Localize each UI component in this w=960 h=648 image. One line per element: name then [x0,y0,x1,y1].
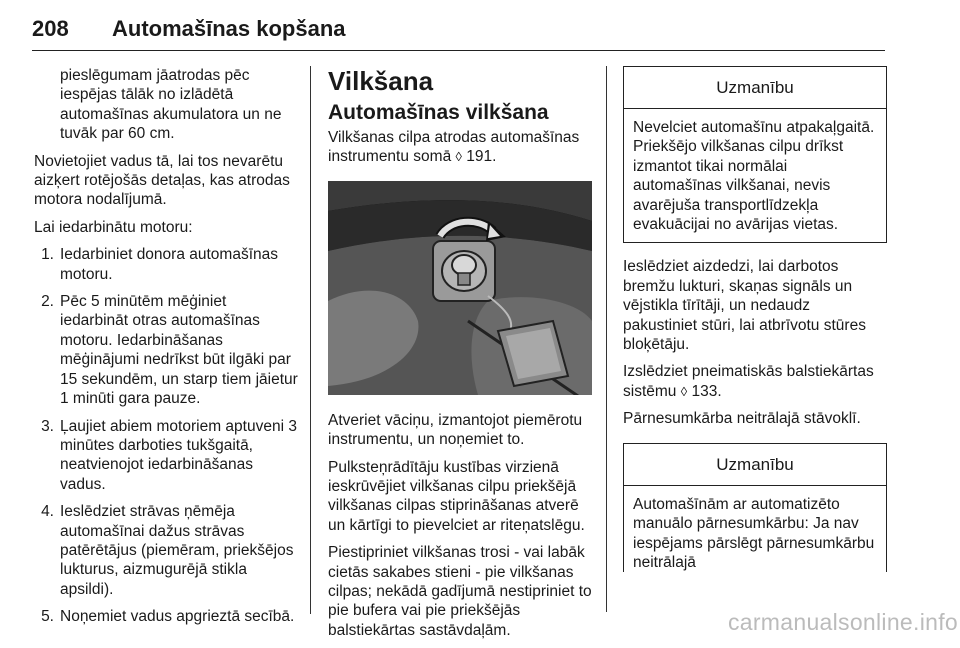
warning-title: Uzmanību [624,67,886,109]
step-text: Iedarbiniet donora automašīnas motoru. [60,246,279,283]
warning-box [623,443,887,573]
paragraph: Piestipriniet vilkšanas trosi - vai labāk cietās sakabes stieni - pie vilkšanas cilpas; nekādā gadījumā nestipriniet to pie bufera vai pie priekšējās balstiekārtas sastāvdaļām. [328,544,592,639]
paragraph: Pārnesumkārba neitrālajā stāvoklī. [623,410,861,428]
step-number: 3. [41,417,54,435]
section-subheading: Automašīnas vilkšana [328,101,549,124]
paragraph [623,362,887,401]
paragraph [328,128,592,167]
list-item [34,502,298,599]
step-text: Pēc 5 minūtēm mēģiniet iedarbināt otras automašīnas motoru. Iedarbināšanas mēģinājumi nedrīkst būt ilgāki par 15 sekundēm, un starp tiem jāietur 1 minūti gara pauze. [60,293,298,408]
paragraph: Pulksteņrādītāju kustības virzienā ieskrūvējiet vilkšanas cilpu priekšējā vilkšanas cilpas stiprināšanas atverē un kārtīgi to pievelciet ar riteņatslēgu. [328,458,585,534]
list-item [34,417,298,495]
paragraph: Novietojiet vadus tā, lai tos nevarētu aizķert rotējošās detaļas, kas atrodas motora nodalījumā. [34,152,290,209]
column-right [623,66,887,572]
warning-box [623,66,887,243]
page-reference-icon: ◊ [455,149,462,165]
paragraph: Ieslēdziet aizdedzi, lai darbotos bremžu lukturi, skaņas signāls un vējstikla tīrītāji, un nedaudz pakustiniet stūri, lai atbrīvotu stūres bloķētāju. [623,258,866,354]
step-text: Noņemiet vadus apgrieztā secībā. [60,608,295,626]
step-number: 4. [41,503,54,521]
towing-eye-illustration [328,181,592,395]
column-divider [606,66,607,612]
page-header [32,14,885,51]
page-reference-icon: ◊ [680,383,688,399]
list-item [34,292,298,408]
column-middle [328,66,592,648]
reference-page[interactable]: 191. [466,148,497,166]
column-left [34,66,298,635]
warning-text: Nevelciet automašīnu atpakaļgaitā. Priekšējo vilkšanas cilpu drīkst izmantot tikai normālai automašīnas vilkšanai, nevis avarējuša transportlīdzekļa evakuācijai no avārijas vietas. [633,119,875,234]
step-text: Ieslēdziet strāvas ņēmēja automašīnai dažus strāvas patērētājus (piemēram, priekšējos lukturus, aizmugurējā stikla apsildi). [60,503,294,598]
illustration-graphic [328,181,592,395]
warning-text: Automašīnām ar automatizēto manuālo pārnesumkārbu: Ja nav iespējams pārslēgt pārnesumkārbu neitrālajā [633,495,875,571]
paragraph: Lai iedarbinātu motoru: [34,218,193,236]
reference-page[interactable]: 133. [691,382,722,400]
step-text: Ļaujiet abiem motoriem aptuveni 3 minūtes darboties tukšgaitā, neatvienojot iedarbināšanas vadus. [60,417,297,493]
page-title: Automašīnas kopšana [112,16,346,41]
step-number: 1. [41,246,54,264]
warning-title: Uzmanību [624,444,886,486]
step-number: 2. [41,293,54,311]
intro-text: Vilkšanas cilpa atrodas automašīnas instrumentu somā [328,129,580,166]
continued-text: pieslēgumam jāatrodas pēc iespējas tālāk no izlādētā automašīnas akumulatora un ne tuvāk par 60 cm. [60,67,282,143]
paragraph: Atveriet vāciņu, izmantojot piemērotu instrumentu, un noņemiet to. [328,411,583,449]
steps-list [34,245,298,626]
list-item [34,607,298,626]
paragraph-text: Izslēdziet pneimatiskās balstiekārtas sistēmu [623,363,874,400]
page-number: 208 [32,16,69,41]
list-item [34,245,298,284]
section-heading: Vilkšana [328,66,434,96]
step-number: 5. [41,608,54,626]
column-divider [310,66,311,614]
watermark: carmanualsonline.info [727,609,958,635]
